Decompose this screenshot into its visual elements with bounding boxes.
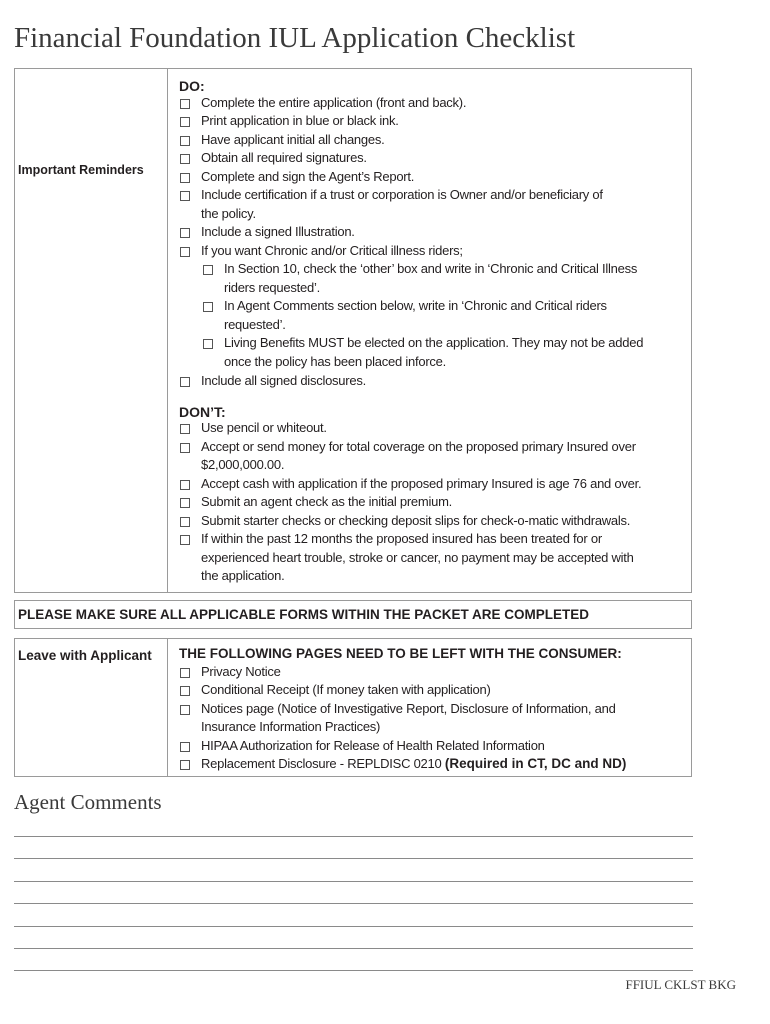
leave-item: HIPAA Authorization for Release of Health Related Information: [201, 738, 545, 753]
checkbox[interactable]: [180, 443, 190, 453]
leave-item: Conditional Receipt (If money taken with application): [201, 682, 491, 697]
required-states-note: (Required in CT, DC and ND): [444, 756, 627, 771]
completion-banner: [14, 600, 692, 629]
dont-item: Use pencil or whiteout.: [201, 420, 327, 435]
checkbox[interactable]: [180, 668, 190, 678]
comment-line[interactable]: [14, 926, 693, 927]
do-item: Include all signed disclosures.: [201, 373, 366, 388]
dont-item: Accept or send money for total coverage on the proposed primary Insured over: [201, 439, 636, 454]
do-subitem-continued: requested’.: [224, 317, 286, 332]
dont-item: If within the past 12 months the proposed insured has been treated for or: [201, 531, 602, 546]
do-subitem-continued: once the policy has been placed inforce.: [224, 354, 446, 369]
banner-text: PLEASE MAKE SURE ALL APPLICABLE FORMS WITHIN THE PACKET ARE COMPLETED: [18, 607, 590, 622]
checkbox[interactable]: [180, 136, 190, 146]
dont-heading: DON’T:: [179, 404, 226, 420]
replacement-disclosure-text: Replacement Disclosure - REPLDISC 0210: [201, 756, 442, 771]
leave-item: [201, 755, 626, 773]
do-subitem: In Agent Comments section below, write in ‘Chronic and Critical riders: [224, 298, 607, 313]
reminders-label: Important Reminders: [18, 163, 144, 177]
checkbox[interactable]: [180, 705, 190, 715]
do-subitem: Living Benefits MUST be elected on the application. They may not be added: [224, 335, 644, 350]
leave-label: Leave with Applicant: [18, 648, 152, 663]
checkbox[interactable]: [180, 117, 190, 127]
checkbox[interactable]: [180, 154, 190, 164]
checkbox[interactable]: [180, 480, 190, 490]
dont-item: Accept cash with application if the proposed primary Insured is age 76 and over.: [201, 476, 642, 491]
checkbox[interactable]: [203, 265, 213, 275]
checkbox[interactable]: [180, 760, 190, 770]
checkbox[interactable]: [180, 686, 190, 696]
checkbox[interactable]: [180, 228, 190, 238]
checkbox[interactable]: [180, 99, 190, 109]
comment-line[interactable]: [14, 948, 693, 949]
agent-comments-title: Agent Comments: [14, 790, 162, 814]
do-item: Obtain all required signatures.: [201, 150, 367, 165]
dont-item: Submit an agent check as the initial premium.: [201, 494, 453, 509]
comment-line[interactable]: [14, 970, 693, 971]
checkbox[interactable]: [203, 339, 213, 349]
do-item-continued: the policy.: [201, 206, 256, 221]
do-item: If you want Chronic and/or Critical illness riders;: [201, 243, 463, 258]
do-item: Include a signed Illustration.: [201, 224, 355, 239]
leave-item: Notices page (Notice of Investigative Report, Disclosure of Information, and: [201, 701, 616, 716]
comment-line[interactable]: [14, 836, 693, 837]
checkbox[interactable]: [180, 191, 190, 201]
checkbox[interactable]: [180, 535, 190, 545]
do-subitem: In Section 10, check the ‘other’ box and write in ‘Chronic and Critical Illness: [224, 261, 638, 276]
checkbox[interactable]: [180, 377, 190, 387]
dont-item-continued: the application.: [201, 568, 285, 583]
do-item: Complete and sign the Agent’s Report.: [201, 169, 415, 184]
leave-label-cell: [15, 639, 168, 776]
do-item: Have applicant initial all changes.: [201, 132, 385, 147]
leave-with-applicant-section: [14, 638, 692, 777]
page-title: Financial Foundation IUL Application Checklist: [14, 22, 576, 54]
important-reminders-section: [14, 68, 692, 593]
dont-item-continued: $2,000,000.00.: [201, 457, 285, 472]
checkbox[interactable]: [180, 498, 190, 508]
do-item: Complete the entire application (front and back).: [201, 95, 467, 110]
checkbox[interactable]: [180, 173, 190, 183]
reminders-label-cell: [15, 69, 168, 592]
form-code: FFIUL CKLST BKG: [625, 977, 736, 992]
dont-item-continued: experienced heart trouble, stroke or cancer, no payment may be accepted with: [201, 550, 634, 565]
checkbox[interactable]: [203, 302, 213, 312]
do-item: Print application in blue or black ink.: [201, 113, 399, 128]
leave-item: Privacy Notice: [201, 664, 281, 679]
dont-item: Submit starter checks or checking deposit slips for check-o-matic withdrawals.: [201, 513, 631, 528]
do-heading: DO:: [179, 78, 205, 94]
leave-item-continued: Insurance Information Practices): [201, 719, 381, 734]
comment-line[interactable]: [14, 903, 693, 904]
checkbox[interactable]: [180, 424, 190, 434]
comment-line[interactable]: [14, 881, 693, 882]
checkbox[interactable]: [180, 517, 190, 527]
checkbox[interactable]: [180, 247, 190, 257]
do-item: Include certification if a trust or corporation is Owner and/or beneficiary of: [201, 187, 603, 202]
comment-line[interactable]: [14, 858, 693, 859]
do-subitem-continued: riders requested’.: [224, 280, 320, 295]
leave-heading: THE FOLLOWING PAGES NEED TO BE LEFT WITH THE CONSUMER:: [179, 646, 622, 661]
checkbox[interactable]: [180, 742, 190, 752]
